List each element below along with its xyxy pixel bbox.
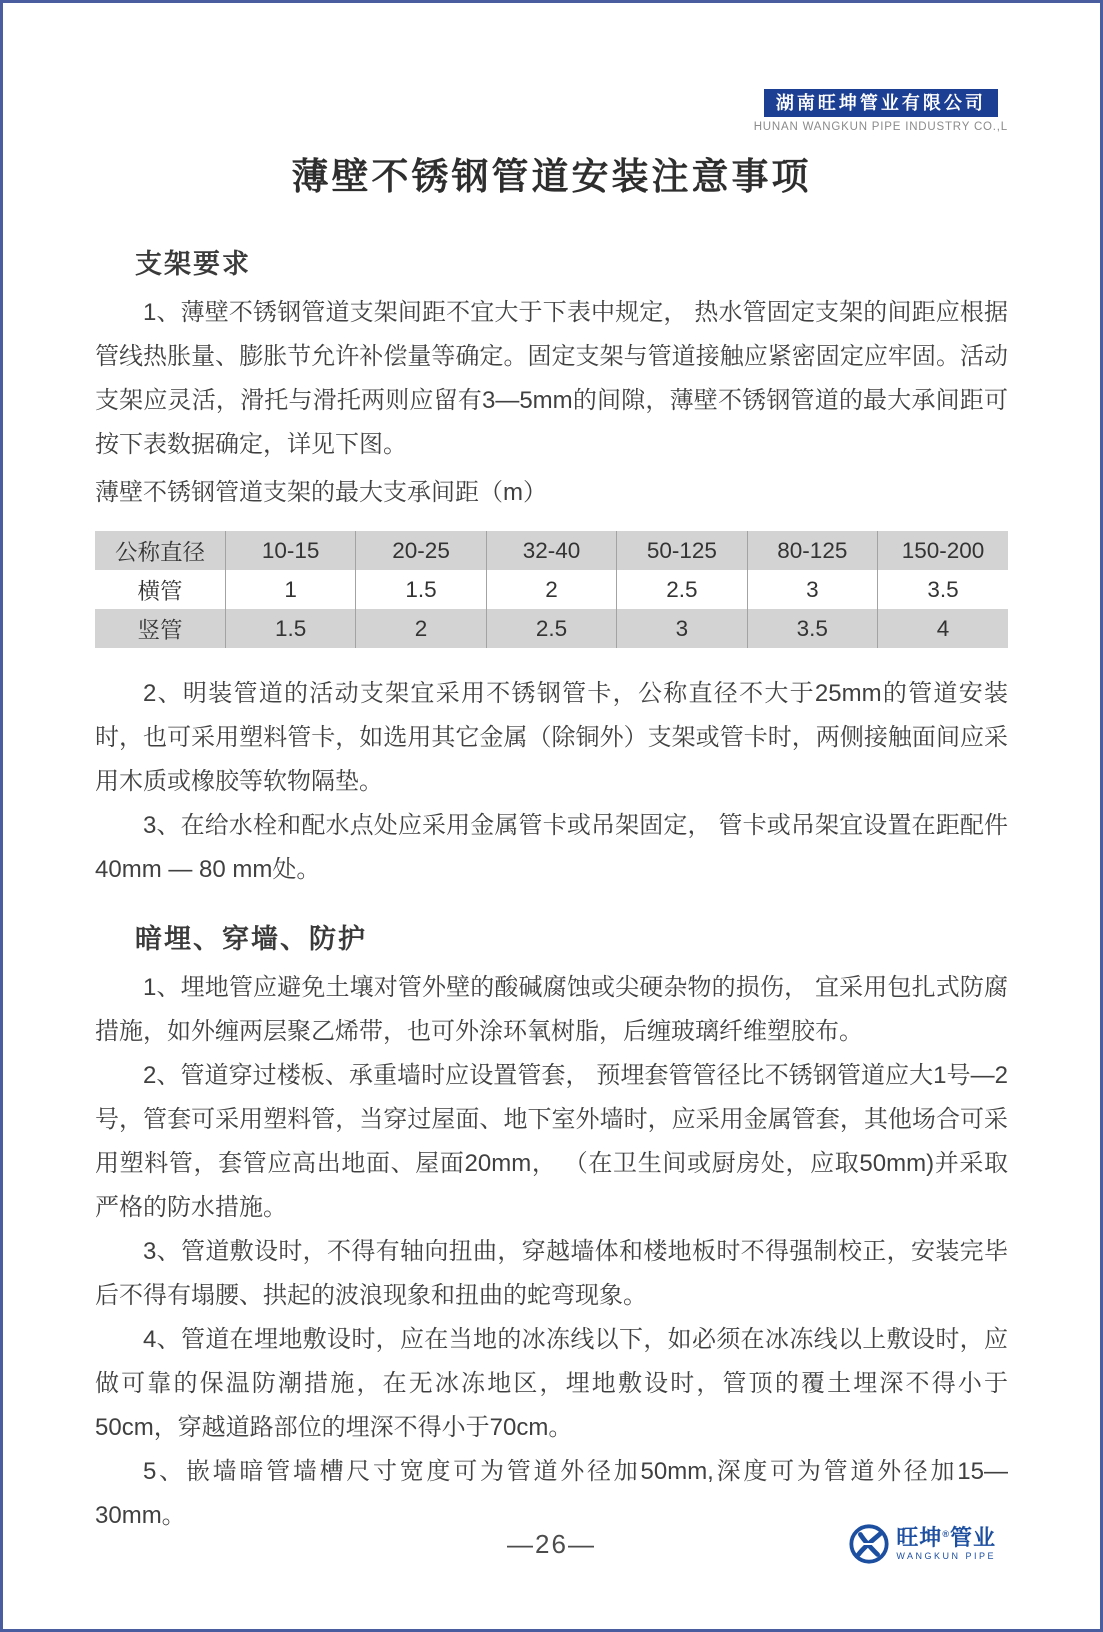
wangkun-logo-text bbox=[896, 1527, 996, 1561]
table-cell: 2 bbox=[486, 570, 616, 609]
section-heading-support-requirements: 支架要求 bbox=[135, 249, 251, 279]
table-row-label: 竖管 bbox=[95, 609, 225, 648]
registered-trademark-icon: ® bbox=[942, 1529, 950, 1539]
paragraph-protection-3: 3、管道敷设时，不得有轴向扭曲，穿越墙体和楼地板时不得强制校正，安装完毕后不得有塌腰、拱起的波浪现象和扭曲的蛇弯现象。 bbox=[95, 1238, 1008, 1309]
table-cell: 1 bbox=[225, 570, 355, 609]
table-cell: 4 bbox=[878, 609, 1008, 648]
paragraph-protection-4: 4、管道在埋地敷设时，应在当地的冰冻线以下，如必须在冰冻线以上敷设时，应做可靠的保温防潮措施，在无冰冻地区，埋地敷设时，管顶的覆土埋深不得小于50cm，穿越道路部位的埋深不得小于70cm。 bbox=[95, 1326, 1008, 1441]
table-header-cell: 20-25 bbox=[356, 531, 486, 570]
paragraph-support-2: 2、明装管道的活动支架宜采用不锈钢管卡，公称直径不大于25mm的管道安装时，也可采用塑料管卡，如选用其它金属（除铜外）支架或管卡时，两侧接触面间应采用木质或橡胶等软物隔垫。 bbox=[95, 680, 1008, 795]
table-cell: 2.5 bbox=[617, 570, 747, 609]
section-heading-concealed-protection: 暗埋、穿墙、防护 bbox=[135, 924, 367, 954]
table-cell: 1.5 bbox=[225, 609, 355, 648]
document-content bbox=[3, 3, 1100, 1538]
logo-name-cn bbox=[896, 1527, 996, 1549]
page-title: 薄壁不锈钢管道安装注意事项 bbox=[291, 156, 812, 197]
table-row-horizontal-pipe bbox=[95, 570, 1008, 609]
table-cell: 2.5 bbox=[486, 609, 616, 648]
table-header-cell: 80-125 bbox=[747, 531, 877, 570]
logo-name-cn-right: 管业 bbox=[949, 1525, 996, 1550]
table-header-row bbox=[95, 531, 1008, 570]
table-header-cell: 50-125 bbox=[617, 531, 747, 570]
logo-name-cn-left: 旺坤 bbox=[896, 1525, 943, 1550]
table-cell: 3.5 bbox=[747, 609, 877, 648]
table-cell: 1.5 bbox=[356, 570, 486, 609]
table-cell: 2 bbox=[356, 609, 486, 648]
table-row-label: 横管 bbox=[95, 570, 225, 609]
page-footer bbox=[3, 1523, 1100, 1571]
paragraph-support-3: 3、在给水栓和配水点处应采用金属管卡或吊架固定， 管卡或吊架宜设置在距配件40mm — 80 mm处。 bbox=[95, 812, 1008, 883]
paragraph-protection-5: 5、嵌墙暗管墙槽尺寸宽度可为管道外径加50mm,深度可为管道外径加15—30mm。 bbox=[95, 1458, 1008, 1529]
paragraph-support-1: 1、薄壁不锈钢管道支架间距不宜大于下表中规定， 热水管固定支架的间距应根据管线热胀量、膨胀节允许补偿量等确定。固定支架与管道接触应紧密固定应牢固。活动支架应灵活，滑托与滑托两则应留有3—5mm的间隙，薄壁不锈钢管道的最大承间距可按下表数据确定，详见下图。 bbox=[95, 299, 1008, 458]
company-name-en: HUNAN WANGKUN PIPE INDUSTRY CO.,L bbox=[753, 121, 1008, 133]
table-header-cell: 10-15 bbox=[225, 531, 355, 570]
table-header-cell: 150-200 bbox=[878, 531, 1008, 570]
support-spacing-table bbox=[95, 531, 1008, 648]
table-cell: 3 bbox=[747, 570, 877, 609]
paragraph-protection-1: 1、埋地管应避免土壤对管外壁的酸碱腐蚀或尖硬杂物的损伤， 宜采用包扎式防腐措施，如外缠两层聚乙烯带，也可外涂环氧树脂，后缠玻璃纤维塑胶布。 bbox=[95, 974, 1008, 1045]
table-cell: 3.5 bbox=[878, 570, 1008, 609]
page-number: —26— bbox=[507, 1529, 596, 1559]
table-row-vertical-pipe bbox=[95, 609, 1008, 648]
company-header bbox=[754, 89, 1008, 133]
table-caption: 薄壁不锈钢管道支架的最大支承间距（m） bbox=[95, 479, 547, 506]
logo-name-en: WANGKUN PIPE bbox=[896, 1551, 996, 1561]
wangkun-logo bbox=[848, 1523, 996, 1565]
wangkun-logo-icon bbox=[848, 1523, 890, 1565]
company-name-cn: 湖南旺坤管业有限公司 bbox=[764, 89, 998, 117]
paragraph-protection-2: 2、管道穿过楼板、承重墙时应设置管套， 预埋套管管径比不锈钢管道应大1号—2号，管套可采用塑料管，当穿过屋面、地下室外墙时，应采用金属管套，其他场合可采用塑料管，套管应高出地面、屋面20mm， （在卫生间或厨房处，应取50mm)并采取严格的防水措施。 bbox=[95, 1062, 1008, 1221]
table-header-cell: 公称直径 bbox=[95, 531, 225, 570]
table-header-cell: 32-40 bbox=[486, 531, 616, 570]
table-cell: 3 bbox=[617, 609, 747, 648]
